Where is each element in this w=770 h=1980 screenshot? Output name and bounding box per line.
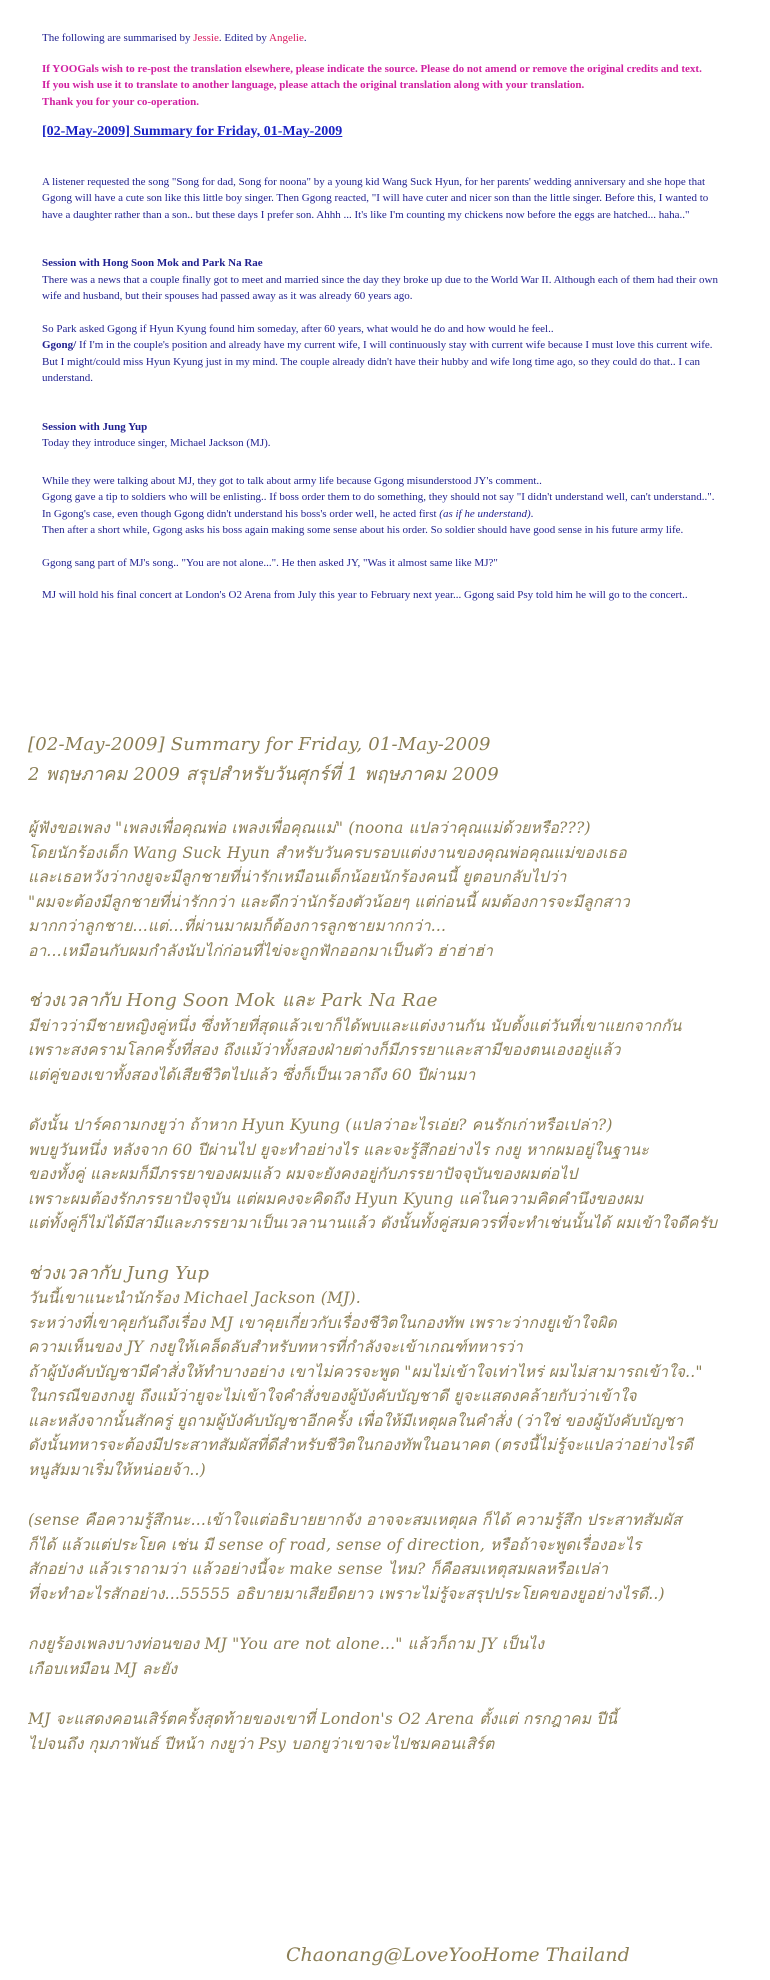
session2-heading: Session with Jung Yup (42, 420, 148, 433)
editor-name: Angelie (269, 32, 304, 44)
thai-line: ดังนั้นทหารจะต้องมีประสาทสัมผัสที่ดีสำหรับชีวิตในกองทัพในอนาคต (ตรงนี้ไม่รู้จะแปลว่าอย่างไรดี (28, 1436, 693, 1454)
text-line: But I might/could miss Hyun Kyung just in my mind. The couple already didn't have their hubby and wife long time ago, so they could do that.. I can (42, 355, 701, 368)
thai-line: ที่จะทำอะไรสักอย่าง...55555 อธิบายมาเสียยืดยาว เพราะไม่รู้จะสรุปประโยคของยูอย่างไรดี..) (28, 1584, 665, 1603)
text-line: Ggong gave a tip to soldiers who will be enlisting.. If boss order them to do something, they should not say "I didn't understand well, can't understand..". (42, 491, 715, 503)
credits-suffix: . (303, 32, 307, 44)
credits-mid: . Edited by (218, 32, 269, 44)
thai-intro (28, 816, 763, 963)
session1-heading: Session with Hong Soon Mok and Park Na Rae (42, 257, 263, 269)
post-title-link[interactable]: [02-May-2009] Summary for Friday, 01-May-2009 (42, 124, 343, 139)
note-period: . (530, 507, 534, 520)
thai-line: เพราะสงครามโลกครั้งที่สอง ถึงแม้ว่าทั้งสองฝ่ายต่างก็มีภรรยาและสามีของตนเองอยู่แล้ว (28, 1041, 621, 1059)
thai-line: เพราะผมต้องรักภรรยาปัจจุบัน แต่ผมคงจะคิดถึง Hyun Kyung แค่ในความคิดคำนึงของผม (28, 1189, 644, 1208)
notice-line: Thank you for your co-operation. (42, 95, 199, 108)
credits-line (42, 30, 764, 47)
session1-paragraph-2: So Park asked Ggong if Hyun Kyung found him someday, after 60 years, what would he do and how would he feel.. (42, 322, 554, 335)
notice-line: If YOOGals wish to re-post the translation elsewhere, please indicate the source. Please do not amend or remove the original credits and text. (42, 62, 702, 75)
session2-paragraph-4: MJ will hold his final concert at London's O2 Arena from July this year to February next year... Ggong said Psy told him he will go to the concert.. (42, 589, 688, 601)
thai-line: กงยูร้องเพลงบางท่อนของ MJ "You are not alone..." แล้วก็ถาม JY เป็นไง (28, 1635, 545, 1653)
thai-line: ไปจนถึง กุมภาพันธ์ ปีหน้า กงยูว่า Psy บอกยูว่าเขาจะไปชมคอนเสิร์ต (28, 1734, 495, 1753)
thai-line: และเธอหวังว่ากงยูจะมีลูกชายที่น่ารักเหมือนเด็กน้อยนักร้องคนนี้ ยูตอบกลับไปว่า (28, 868, 567, 886)
thai-line: มีข่าวว่ามีชายหญิงคู่หนึ่ง ซึ่งท้ายที่สุดแล้วเขาก็ได้พบและแต่งงานกัน นับตั้งแต่วันที่เขาแยกจากกัน (28, 1016, 682, 1035)
session1-paragraph-3 (42, 337, 764, 387)
thai-line: ระหว่างที่เขาคุยกันถึงเรื่อง MJ เขาคุยเกี่ยวกับเรื่องชีวิตในกองทัพ เพราะว่ากงยูเข้าใจผิด (28, 1313, 617, 1332)
thai-session2-paragraph-2 (28, 1508, 763, 1606)
translator-signature: Chaonang@LoveYooHome Thailand (286, 1944, 630, 1966)
thai-line: แต่คู่ของเขาทั้งสองได้เสียชีวิตไปแล้ว ซึ่งก็เป็นเวลาถึง 60 ปีผ่านมา (28, 1065, 476, 1084)
thai-line: และหลังจากนั้นสักครู่ ยูถามผู้บังคับบัญชาอีกครั้ง เพื่อให้มีเหตุผลในคำสั่ง (ว่าใช่ ของผู้บังคับบัญชา (28, 1411, 684, 1430)
thai-line: โดยนักร้องเด็ก Wang Suck Hyun สำหรับวันครบรอบแต่งงานของคุณพ่อคุณแม่ของเธอ (28, 843, 627, 862)
text-line: There was a news that a couple finally got to meet and married since the day they broke up due to the World War II. Although each of them had their own (42, 273, 718, 286)
notice-line: If you wish use it to translate to another language, please attach the original translation along with your translation. (42, 79, 585, 91)
thai-line: เกือบเหมือน MJ ละยัง (28, 1659, 178, 1678)
text-line: Ggong will have a cute son like this little boy singer. Then Ggong reacted, "I will have cuter and nicer son than the little singer. Before this, I wanted to (42, 192, 709, 204)
thai-line: ก็ได้ แล้วแต่ประโยค เช่น มี sense of road, sense of direction, หรือถ้าจะพูดเรื่องอะไร (28, 1535, 642, 1554)
thai-line: แต่ทั้งคู่ก็ไม่ได้มีสามีและภรรยามาเป็นเวลานานแล้ว ดังนั้นทั้งคู่สมควรที่จะทำเช่นนั้นได้ ผมเข้าใจดีครับ (28, 1214, 718, 1232)
text-line: Then after a short while, Ggong asks his boss again making some sense about his order. So soldier should have good sense in his future army life. (42, 524, 684, 536)
text-line: A listener requested the song "Song for dad, Song for noona" by a young kid Wang Suck Hyun, for her parents' wedding anniversary and she hope that (42, 175, 706, 188)
thai-line: มากกว่าลูกชาย...แต่...ที่ผ่านมาผมก็ต้องการลูกชายมากกว่า... (28, 917, 447, 935)
thai-line: ถ้าผู้บังคับบัญชามีคำสั่งให้ทำบางอย่าง เขาไม่ควรจะพูด "ผมไม่เข้าใจเท่าไหร่ ผมไม่สามารถเข้าใจ.." (28, 1362, 703, 1381)
thai-session2-heading: ช่วงเวลากับ Jung Yup (28, 1262, 210, 1284)
thai-line: วันนี้เขาแนะนำนักร้อง Michael Jackson (MJ). (28, 1289, 361, 1307)
session1-paragraph-1 (42, 272, 764, 305)
text-line: While they were talking about MJ, they got to talk about army life because Ggong misunderstood JY's comment.. (42, 474, 542, 487)
thai-line: ของทั้งคู่ และผมก็มีภรรยาของผมแล้ว ผมจะยังคงอยู่กับภรรยาปัจจุบันของผมต่อไป (28, 1165, 578, 1183)
thai-translation (28, 730, 763, 1756)
text-line: understand. (42, 372, 94, 384)
english-summary (42, 30, 764, 604)
thai-line: หนูสัมมาเริ่มให้หน่อยจ้า..) (28, 1460, 206, 1479)
thai-date-line: 2 พฤษภาคม 2009 สรุปสำหรับวันศุกร์ที่ 1 พฤษภาคม 2009 (28, 764, 499, 785)
session2-paragraph-3: Ggong sang part of MJ's song.. "You are not alone...". He then asked JY, "Was it almost same like MJ?" (42, 556, 498, 569)
thai-session2-paragraph-1 (28, 1286, 763, 1482)
thai-session1-heading: ช่วงเวลากับ Hong Soon Mok และ Park Na Rae (28, 990, 438, 1011)
thai-line: "ผมจะต้องมีลูกชายที่น่ารักกว่า และดีกว่านักร้องตัวน้อยๆ แต่ก่อนนี้ ผมต้องการจะมีลูกสาว (28, 892, 630, 911)
repost-notice (42, 61, 764, 111)
thai-line: ดังนั้น ปาร์คถามกงยูว่า ถ้าหาก Hyun Kyung (แปลว่าอะไรเอ่ย? คนรักเก่าหรือเปล่า?) (28, 1116, 613, 1134)
text-line: wife and husband, but their spouses had passed away as it was already 60 years ago. (42, 290, 413, 302)
text-line: have a daughter rather than a son.. but these days I prefer son. Ahhh ... It's like I'm counting my chickens now before the eggs are hatched... haha.." (42, 208, 690, 221)
thai-line: ผู้ฟังขอเพลง "เพลงเพื่อคุณพ่อ เพลงเพื่อคุณแม่" (noona แปลว่าคุณแม่ด้วยหรือ???) (28, 819, 591, 837)
speaker-label: Ggong/ (42, 339, 77, 351)
thai-session1-paragraph-2 (28, 1113, 763, 1236)
thai-line: ในกรณีของกงยู ถึงแม้ว่ายูจะไม่เข้าใจคำสั่งของผู้บังคับบัญชาดี ยูจะแสดงคล้ายกับว่าเข้าใจ (28, 1387, 637, 1405)
session2-paragraph-1: Today they introduce singer, Michael Jackson (MJ). (42, 437, 271, 449)
thai-session1-paragraph-1 (28, 1014, 763, 1088)
thai-title: [02-May-2009] Summary for Friday, 01-May-2009 (28, 734, 491, 755)
session2-paragraph-2 (42, 473, 764, 539)
credits-prefix: The following are summarised by (42, 32, 194, 44)
thai-line: ความเห็นของ JY กงยูให้เคล็ดลับสำหรับทหารที่กำลังจะเข้าเกณฑ์ทหารว่า (28, 1338, 523, 1356)
text-line: In Ggong's case, even though Ggong didn't understand his boss's order well, he acted first (42, 507, 440, 520)
summariser-name: Jessie (193, 32, 219, 44)
thai-line: (sense คือความรู้สึกนะ...เข้าใจแต่อธิบายยากจัง อาจจะสมเหตุผล ก็ได้ ความรู้สึก ประสาทสัมผัส (28, 1511, 682, 1529)
intro-paragraph (42, 174, 764, 224)
italic-note: (as if he understand) (439, 507, 531, 520)
thai-line: สักอย่าง แล้วเราถามว่า แล้วอย่างนี้จะ make sense ไหม? ก็คือสมเหตุสมผลหรือเปล่า (28, 1560, 609, 1578)
thai-line: MJ จะแสดงคอนเสิร์ตครั้งสุดท้ายของเขาที่ London's O2 Arena ตั้งแต่ กรกฎาคม ปีนี้ (28, 1710, 618, 1728)
thai-session2-paragraph-4 (28, 1707, 763, 1756)
thai-line: อา...เหมือนกับผมกำลังนับไก่ก่อนที่ไข่จะถูกฟักออกมาเป็นตัว ฮ่าฮ่าฮ่า (28, 941, 494, 960)
thai-line: พบยูวันหนึ่ง หลังจาก 60 ปีผ่านไป ยูจะทำอย่างไร และจะรู้สึกอย่างไร กงยู หากผมอยู่ในฐานะ (28, 1140, 649, 1159)
text-line: If I'm in the couple's position and already have my current wife, I will continuously stay with current wife because I must love this current wife. (76, 339, 713, 351)
thai-session2-paragraph-3 (28, 1632, 763, 1681)
